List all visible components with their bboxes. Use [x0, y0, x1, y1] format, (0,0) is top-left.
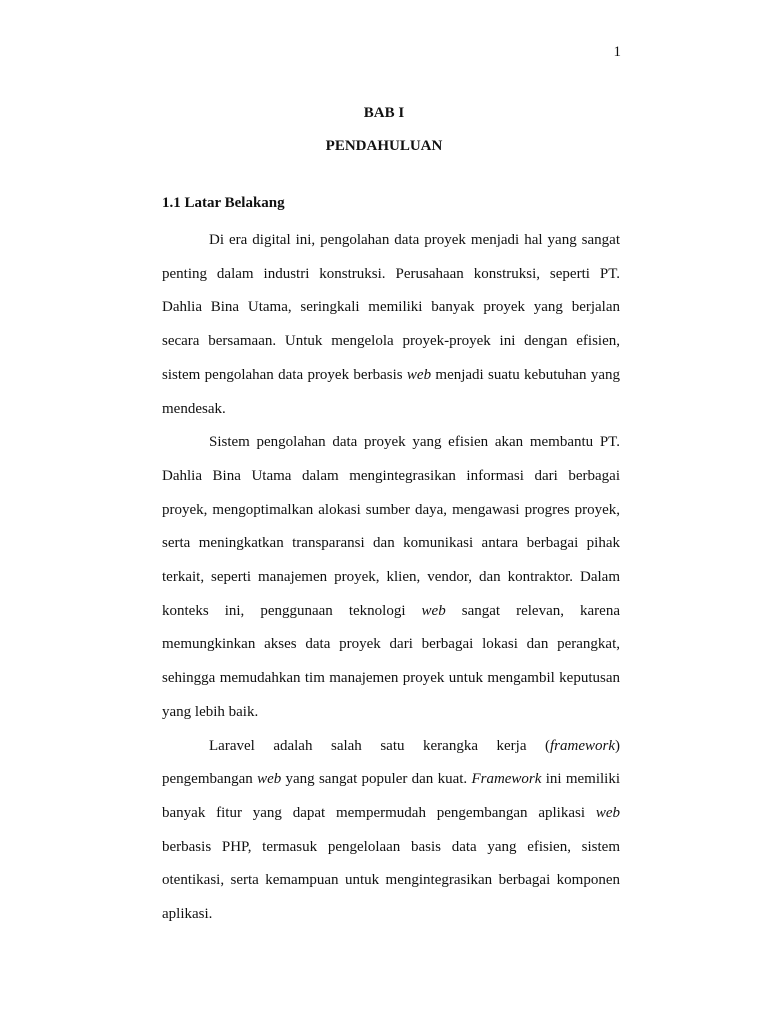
paragraph-3-run-4: web [257, 771, 282, 788]
chapter-title: PENDAHULUAN [325, 138, 443, 154]
chapter-label: BAB I [363, 105, 405, 121]
paragraph-3-run-5: yang sangat populer dan kuat. [281, 771, 472, 788]
paragraph-1-run-1: Di era digital ini, pengolahan data proyek menjadi hal yang sangat penting dalam industri konstruksi. Perusahaan konstruksi, seperti PT. Dahlia Bina Utama, seringkali memiliki banyak proyek yang berjalan secara bersamaan. Untuk mengelola proyek-proyek ini dengan efisien, sistem pengolahan data proyek berbasis [162, 232, 620, 383]
paragraph-1-run-2: web [406, 366, 432, 383]
paragraph-2 [162, 426, 620, 729]
paragraph-3-run-2: framework [550, 737, 615, 754]
paragraph-2-run-3: sangat relevan, karena memungkinkan akses data proyek dari berbagai lokasi dan perangkat, sehingga memudahkan tim manajemen proyek untuk mengambil keputusan yang lebih baik. [162, 602, 620, 720]
section-heading: 1.1 Latar Belakang [162, 195, 285, 211]
paragraph-2-run-1: Sistem pengolahan data proyek yang efisien akan membantu PT. Dahlia Bina Utama dalam mengintegrasikan informasi dari berbagai proyek, mengoptimalkan alokasi sumber daya, mengawasi progres proyek, serta meningkatkan transparansi dan komunikasi antara berbagai pihak terkait, seperti manajemen proyek, klien, vendor, dan kontraktor. Dalam konteks ini, penggunaan teknologi [162, 434, 620, 619]
paragraph-1 [162, 224, 620, 426]
paragraph-1-run-3: menjadi suatu kebutuhan yang mendesak. [162, 366, 621, 417]
paragraph-3-run-9: berbasis PHP, termasuk pengelolaan basis data yang efisien, sistem otentikasi, serta kemampuan untuk mengintegrasikan berbagai komponen aplikasi. [162, 838, 620, 923]
paragraph-3-run-3: ) pengembangan [162, 737, 620, 788]
paragraph-3-run-7: ini memiliki banyak fitur yang dapat mempermudah pengembangan aplikasi [162, 771, 620, 821]
paragraph-2-run-2: web [421, 602, 446, 619]
paragraph-3-run-8: web [595, 804, 620, 821]
paragraph-3 [162, 730, 620, 932]
body-text [162, 224, 620, 932]
page-number: 1 [613, 44, 621, 60]
paragraph-3-run-1: Laravel adalah salah satu kerangka kerja ( [209, 737, 550, 754]
paragraph-3-run-6: Framework [471, 771, 542, 788]
